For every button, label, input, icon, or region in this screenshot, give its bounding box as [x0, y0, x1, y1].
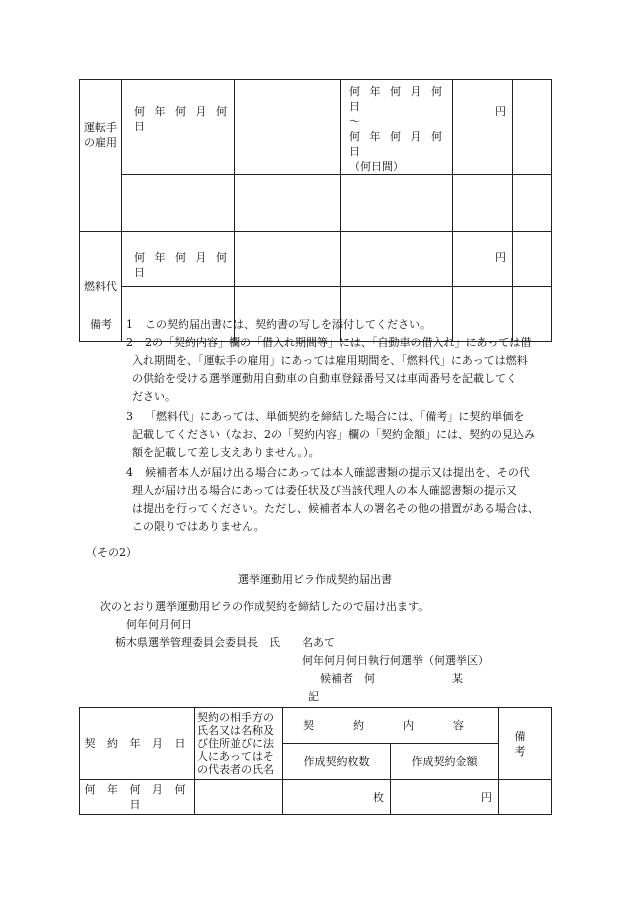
top-table [79, 79, 552, 342]
remarks-cell-empty [513, 175, 552, 232]
row-date: 何 年 何 月 何 日 [80, 780, 195, 815]
bottom-table [79, 707, 557, 815]
note-number: 1 [126, 318, 133, 331]
row-remarks [499, 780, 552, 815]
row-party [195, 780, 283, 815]
filing-date: 何年何月何日 [126, 618, 192, 631]
election-name: 何年何月何日執行何選挙（何選挙区） [302, 654, 489, 667]
date-cell-empty [122, 175, 235, 232]
amount-cell-empty [453, 175, 513, 232]
party-cell [235, 232, 341, 287]
note-line: 候補者本人が届け出る場合にあっては本人確認書類の提示又は提出を、その代 [145, 466, 530, 479]
table-row [80, 232, 552, 287]
period-cell-empty [341, 175, 453, 232]
addressee: 栃木県選挙管理委員会委員長 氏 名あて [115, 636, 335, 649]
intro-text: 次のとおり選挙運動用ビラの作成契約を締結したので届け出ます。 [100, 600, 430, 613]
note-line: この契約届出書には、契約書の写しを添付してください。 [145, 318, 431, 331]
note-number: 3 [126, 410, 133, 423]
note-line: 入れ期間を、「運転手の雇用」にあっては雇用期間を、「燃料代」にあっては燃料 [132, 354, 528, 367]
category-cell: 燃料代 [80, 232, 122, 342]
date-cell: 何 年 何 月 何 日 [122, 232, 235, 287]
period-tilde: ～ [349, 115, 360, 128]
note-line: ださい。 [132, 390, 176, 403]
category-cell: 運転手の雇用 [80, 80, 122, 232]
row-count: 枚 [283, 780, 391, 815]
period-days: （何日間） [349, 160, 404, 173]
party-cell-empty [235, 175, 341, 232]
note-line: 2の「契約内容」欄の「借入れ期間等」には、「自動車の借入れ」にあっては借 [145, 336, 532, 349]
amount-cell: 円 [453, 80, 513, 175]
table-row [80, 80, 552, 175]
period-cell [341, 232, 453, 287]
party-cell [235, 80, 341, 175]
note-line: は提出を行ってください。ただし、候補者本人の署名その他の措置がある場合は、 [132, 502, 539, 515]
header-contract-contents: 契 約 内 容 [283, 708, 499, 744]
row-amount: 円 [391, 780, 499, 815]
period-end: 何 年 何 月 何 日 [349, 130, 445, 158]
note-line: 理人が届け出る場合にあっては委任状及び当該代理人の本人確認書類の提示又 [132, 484, 517, 497]
header-remarks: 備 考 [499, 708, 552, 780]
remarks-cell [513, 80, 552, 175]
notes-label: 備考 [90, 318, 112, 331]
amount-cell: 円 [453, 232, 513, 287]
period-start: 何 年 何 月 何 日 [349, 85, 445, 113]
page-title: 選挙運動用ビラ作成契約届出書 [238, 573, 392, 586]
candidate-name: 候補者 何 某 [320, 672, 463, 685]
header-contract-amount: 作成契約金額 [391, 744, 499, 780]
note-number: 2 [126, 336, 133, 349]
remarks-cell [513, 232, 552, 287]
header-contract-party: 契約の相手方の氏名又は名称及び住所並びに法人にあってはその代表者の氏名 [195, 708, 283, 780]
period-cell [341, 80, 453, 175]
section-label: （その2） [86, 546, 137, 559]
table-header-row [80, 708, 552, 744]
header-contract-date: 契 約 年 月 日 [80, 708, 195, 780]
note-line: この限りではありません。 [132, 520, 265, 533]
note-line: 記載してください（なお、2の「契約内容」欄の「契約金額」には、契約の見込み [132, 428, 535, 441]
note-number: 4 [126, 466, 133, 479]
note-line: 額を記載して差し支えありません。）。 [132, 446, 320, 459]
note-line: の供給を受ける選挙運動用自動車の自動車登録番号又は車両番号を記載してく [132, 372, 517, 385]
ki-label: 記 [308, 690, 319, 703]
header-sheet-count: 作成契約枚数 [283, 744, 391, 780]
table-row [80, 175, 552, 232]
table-row [80, 780, 552, 815]
date-cell: 何 年 何 月 何 日 [122, 80, 235, 175]
note-line: 「燃料代」にあっては、単価契約を締結した場合には、「備考」に契約単価を [145, 410, 525, 423]
